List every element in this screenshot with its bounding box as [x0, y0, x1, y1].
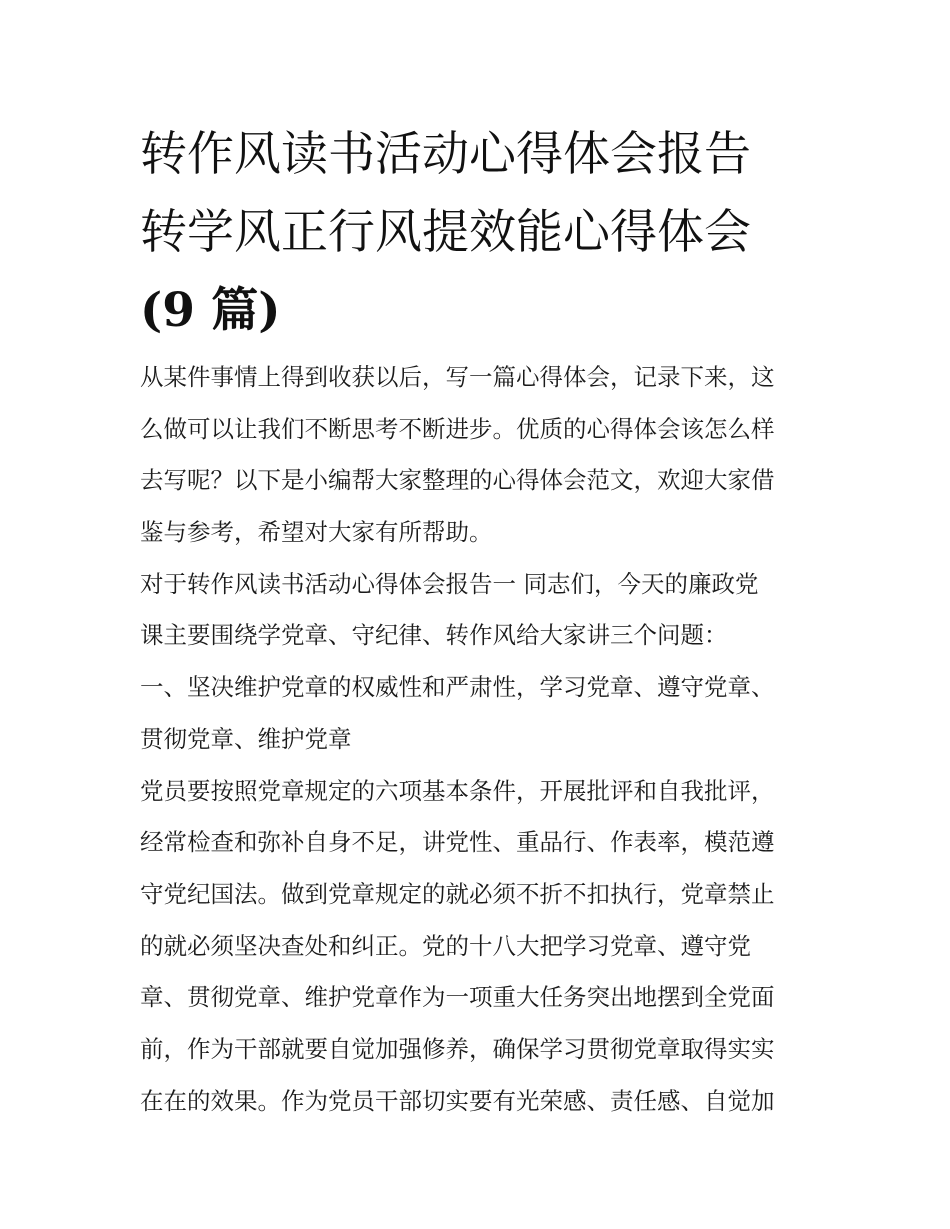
body-line: 对于转作风读书活动心得体会报告一 同志们，今天的廉政党 [140, 569, 759, 598]
document-body [140, 357, 830, 1132]
body-line: 前，作为干部就要自觉加强修养，确保学习贯彻党章取得实实 [140, 1034, 775, 1063]
title-line-2: 转学风正行风提效能心得体会 [140, 205, 751, 260]
document-title [140, 116, 820, 350]
body-line: 么做可以让我们不断思考不断进步。优质的心得体会该怎么样 [140, 414, 775, 443]
body-line: 党员要按照党章规定的六项基本条件，开展批评和自我批评， [140, 776, 775, 805]
body-line: 贯彻党章、维护党章 [140, 724, 352, 753]
title-line-1: 转作风读书活动心得体会报告 [140, 127, 751, 182]
body-line: 的就必须坚决查处和纠正。党的十八大把学习党章、遵守党 [140, 931, 751, 960]
body-line: 鉴与参考，希望对大家有所帮助。 [140, 518, 493, 547]
body-line: 一、坚决维护党章的权威性和严肃性，学习党章、遵守党章、 [140, 673, 775, 702]
body-line: 守党纪国法。做到党章规定的就必须不折不扣执行，党章禁止 [140, 879, 775, 908]
body-line: 经常检查和弥补自身不足，讲党性、重品行、作表率，模范遵 [140, 828, 775, 857]
body-line: 章、贯彻党章、维护党章作为一项重大任务突出地摆到全党面 [140, 983, 775, 1012]
body-line: 在在的效果。作为党员干部切实要有光荣感、责任感、自觉加 [140, 1086, 775, 1115]
body-line: 从某件事情上得到收获以后，写一篇心得体会，记录下来，这 [140, 363, 775, 391]
body-line: 去写呢？以下是小编帮大家整理的心得体会范文，欢迎大家借 [140, 466, 775, 495]
title-line-3: (9 篇) [140, 283, 281, 338]
body-line: 课主要围绕学党章、守纪律、转作风给大家讲三个问题： [140, 621, 728, 650]
